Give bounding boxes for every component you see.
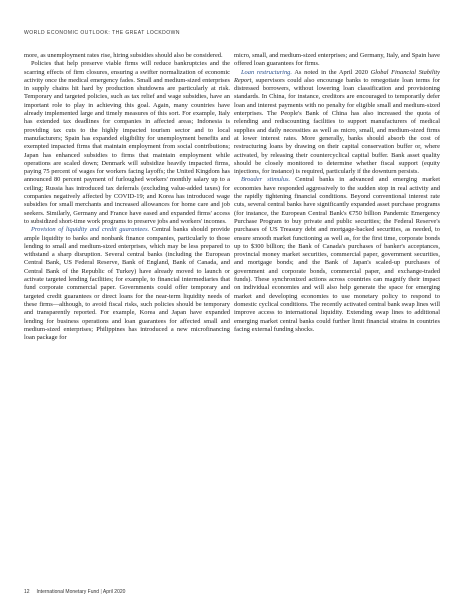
run-in-heading-loan-restructuring: Loan restructuring.	[241, 68, 292, 76]
page-footer	[24, 589, 125, 595]
paragraph-loan-pre: As noted in the April 2020	[291, 68, 371, 76]
paragraph-loan-restructuring	[234, 69, 440, 177]
page-number: 12	[24, 589, 30, 595]
paragraph-continued-right: micro, small, and medium-sized enterprises; and Germany, Italy, and Spain have offered loan guarantees for firms.	[234, 52, 440, 68]
left-column	[24, 52, 230, 572]
run-in-heading-liquidity: Provision of liquidity and credit guarantees.	[31, 226, 150, 234]
paragraph-liquidity-body: Central banks should provide ample liquidity to banks and nonbank finance companies, particularly to those lending to small and medium-sized enterprises, which may be less prepared to withstand a sharp disruption. Several central banks (including the European Central Bank, US Federal Reserve, Bank of England, Bank of Canada, and Central Bank of the Republic of Turkey) have already moved to launch or activate targeted lending facilities; for example, to financial intermediaries that fund corporate commercial paper. Governments could offer temporary and targeted credit guarantees or direct loans for the near-term liquidity needs of these firms—although, to avoid fiscal risks, such policies should be temporary and transparently reported. For example, Korea and Japan have expanded lending for business operations and loan guarantees for affected small and medium-sized enterprises; Philippines has introduced a new microfinancing loan package for	[24, 226, 230, 342]
right-column	[234, 52, 440, 572]
paragraph-continued: more, as unemployment rates rise, hiring subsidies should also be considered.	[24, 52, 223, 59]
paragraph-stimulus-body: Central banks in advanced and emerging market economies have responded aggressively to the sudden stop in real activity and the rapidly tightening financial conditions. Beyond conventional interest rate cuts, several central banks have significantly expanded asset purchase programs (for instance, the European Central Bank's €750 billion Pandemic Emergency Purchase Program to buy private and public securities; the Federal Reserve's purchases of US Treasury debt and mortgage-backed securities, as needed, to ensure smooth market functioning as well as, for the first time, corporate bonds up to $300 billion; the Bank of Canada's purchases of banker's acceptances, provincial money market securities, commercial paper, government securities, and mortgage bonds; and the Bank of Japan's scaled-up purchases of government and corporate bonds, commercial paper, and exchange-traded funds). These synchronized actions across countries can magnify their impact on individual economies and will also help generate the space for emerging market and developing economies to use monetary policy to respond to domestic cyclical conditions. The recently activated central bank swap lines will improve access to international liquidity. Extending swap lines to additional emerging market central banks could further limit financial strains in countries facing external funding shocks.	[234, 176, 440, 333]
paragraph-firm-support: Policies that help preserve viable firms will reduce bankruptcies and the scarring effects of firm closures, ensuring a swifter normalization of economic activity once the medical emergency fades. Small and medium-sized enterprises in supply chains hit hard by production shutdowns are particularly at risk. Temporary and targeted policies, such as tax relief and wage subsidies, have an important role to play in achieving this goal. Again, many countries have already implemented large and timely measures of this sort. For example, Italy has extended tax deadlines for companies in affected areas; Indonesia is providing tax cuts to the highly impacted tourism sector and to local manufacturers; Spain has expanded eligibility for unemployment benefits and exempted impacted firms that maintain employment from social contributions; Japan has enhanced subsidies to firms that maintain employment while operations are scaled down; Denmark will subsidize heavily impacted firms, paying 75 percent of wages for workers facing layoffs; the United Kingdom has announced 80 percent payment of furloughed workers' monthly salary up to a ceiling; Russia has introduced tax deferrals (excluding value-added taxes) for companies negatively affected by COVID-19; and Korea has introduced wage subsidies for small merchants and increased allowances for home care and job seekers. Similarly, Germany and France have eased and expanded firms' access to subsidized short-time work programs to preserve jobs and workers' incomes.	[24, 60, 230, 225]
report-title: Global Financial Stability Report	[234, 68, 440, 84]
footer-separator: |	[100, 589, 102, 595]
paragraph-broader-stimulus	[234, 176, 440, 334]
paragraph-loan-body: , supervisors could also encourage banks to renegotiate loan terms for distressed borrowers, without lowering loan classification and provisioning standards. In China, for instance, creditors are encouraged to temporarily defer loan and interest payments with no penalty for eligible small and medium-sized enterprises. The People's Bank of China has also increased the quota of relending and rediscounting facilities to support manufacturers of medical supplies and daily necessities as well as micro, small, and medium-sized firms at lower interest rates. More generally, banks should absorb the cost of restructuring loans by drawing on their capital conservation buffer or, where activated, by releasing their countercyclical capital buffer. Bank asset quality should be closely monitored to determine whether fiscal support (equity injections, for instance) is required, particularly if the downturn persists.	[234, 76, 440, 176]
run-in-heading-broader-stimulus: Broader stimulus.	[241, 176, 291, 184]
publication-date: April 2020	[102, 589, 126, 595]
paragraph-liquidity	[24, 226, 230, 342]
publisher-name: International Monetary Fund	[36, 589, 100, 595]
running-head: WORLD ECONOMIC OUTLOOK: THE GREAT LOCKDOWN	[24, 30, 181, 36]
